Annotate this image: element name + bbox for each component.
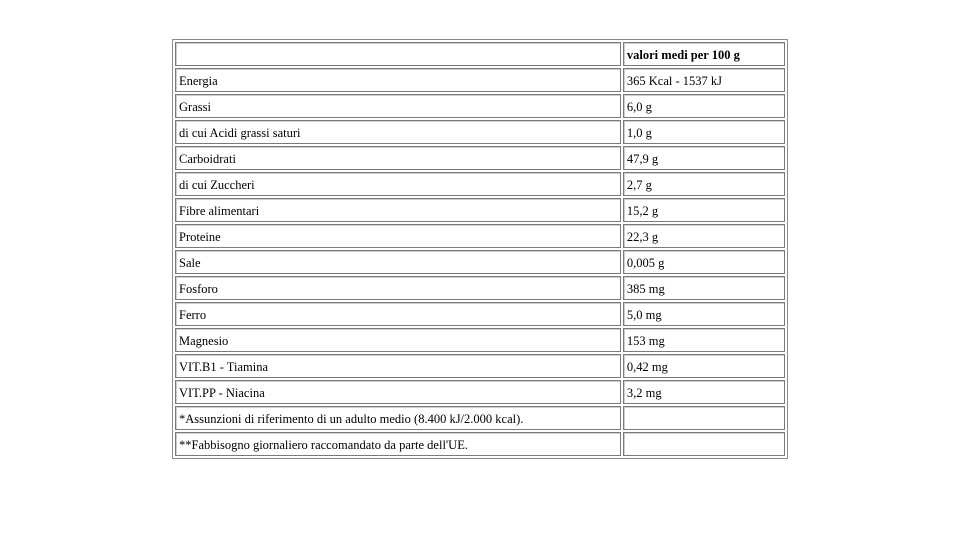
nutrient-label: Grassi <box>175 94 621 118</box>
nutrient-value: 385 mg <box>623 276 785 300</box>
table-row <box>175 380 785 404</box>
table-row <box>175 198 785 222</box>
nutrient-label: di cui Acidi grassi saturi <box>175 120 621 144</box>
nutrient-label: Magnesio <box>175 328 621 352</box>
nutrient-label: Proteine <box>175 224 621 248</box>
nutrient-label: Energia <box>175 68 621 92</box>
nutrient-value: 15,2 g <box>623 198 785 222</box>
nutrient-value: 47,9 g <box>623 146 785 170</box>
nutrient-value: 3,2 mg <box>623 380 785 404</box>
nutrition-table <box>172 39 788 459</box>
nutrient-label: Fosforo <box>175 276 621 300</box>
footnote-text: *Assunzioni di riferimento di un adulto medio (8.400 kJ/2.000 kcal). <box>175 406 621 430</box>
table-row <box>175 94 785 118</box>
footnote-value <box>623 432 785 456</box>
nutrient-value: 1,0 g <box>623 120 785 144</box>
table-row-footnote <box>175 406 785 430</box>
table-row <box>175 224 785 248</box>
table-row <box>175 250 785 274</box>
nutrient-value: 365 Kcal - 1537 kJ <box>623 68 785 92</box>
nutrient-value: 2,7 g <box>623 172 785 196</box>
nutrient-label: Carboidrati <box>175 146 621 170</box>
nutrition-table-body <box>175 42 785 456</box>
nutrient-value: 0,005 g <box>623 250 785 274</box>
header-label-cell <box>175 42 621 66</box>
nutrient-value: 6,0 g <box>623 94 785 118</box>
table-row <box>175 302 785 326</box>
table-row <box>175 120 785 144</box>
table-row <box>175 68 785 92</box>
table-row <box>175 172 785 196</box>
nutrient-value: 5,0 mg <box>623 302 785 326</box>
nutrient-label: Sale <box>175 250 621 274</box>
nutrient-label: Fibre alimentari <box>175 198 621 222</box>
nutrient-label: VIT.PP - Niacina <box>175 380 621 404</box>
nutrient-value: 153 mg <box>623 328 785 352</box>
table-row <box>175 328 785 352</box>
nutrient-value: 0,42 mg <box>623 354 785 378</box>
nutrient-label: VIT.B1 - Tiamina <box>175 354 621 378</box>
header-value-cell: valori medi per 100 g <box>623 42 785 66</box>
table-row <box>175 146 785 170</box>
nutrient-value: 22,3 g <box>623 224 785 248</box>
nutrient-label: di cui Zuccheri <box>175 172 621 196</box>
footnote-text: **Fabbisogno giornaliero raccomandato da parte dell'UE. <box>175 432 621 456</box>
table-row-footnote <box>175 432 785 456</box>
nutrient-label: Ferro <box>175 302 621 326</box>
table-row <box>175 354 785 378</box>
table-row <box>175 276 785 300</box>
footnote-value <box>623 406 785 430</box>
table-header-row <box>175 42 785 66</box>
